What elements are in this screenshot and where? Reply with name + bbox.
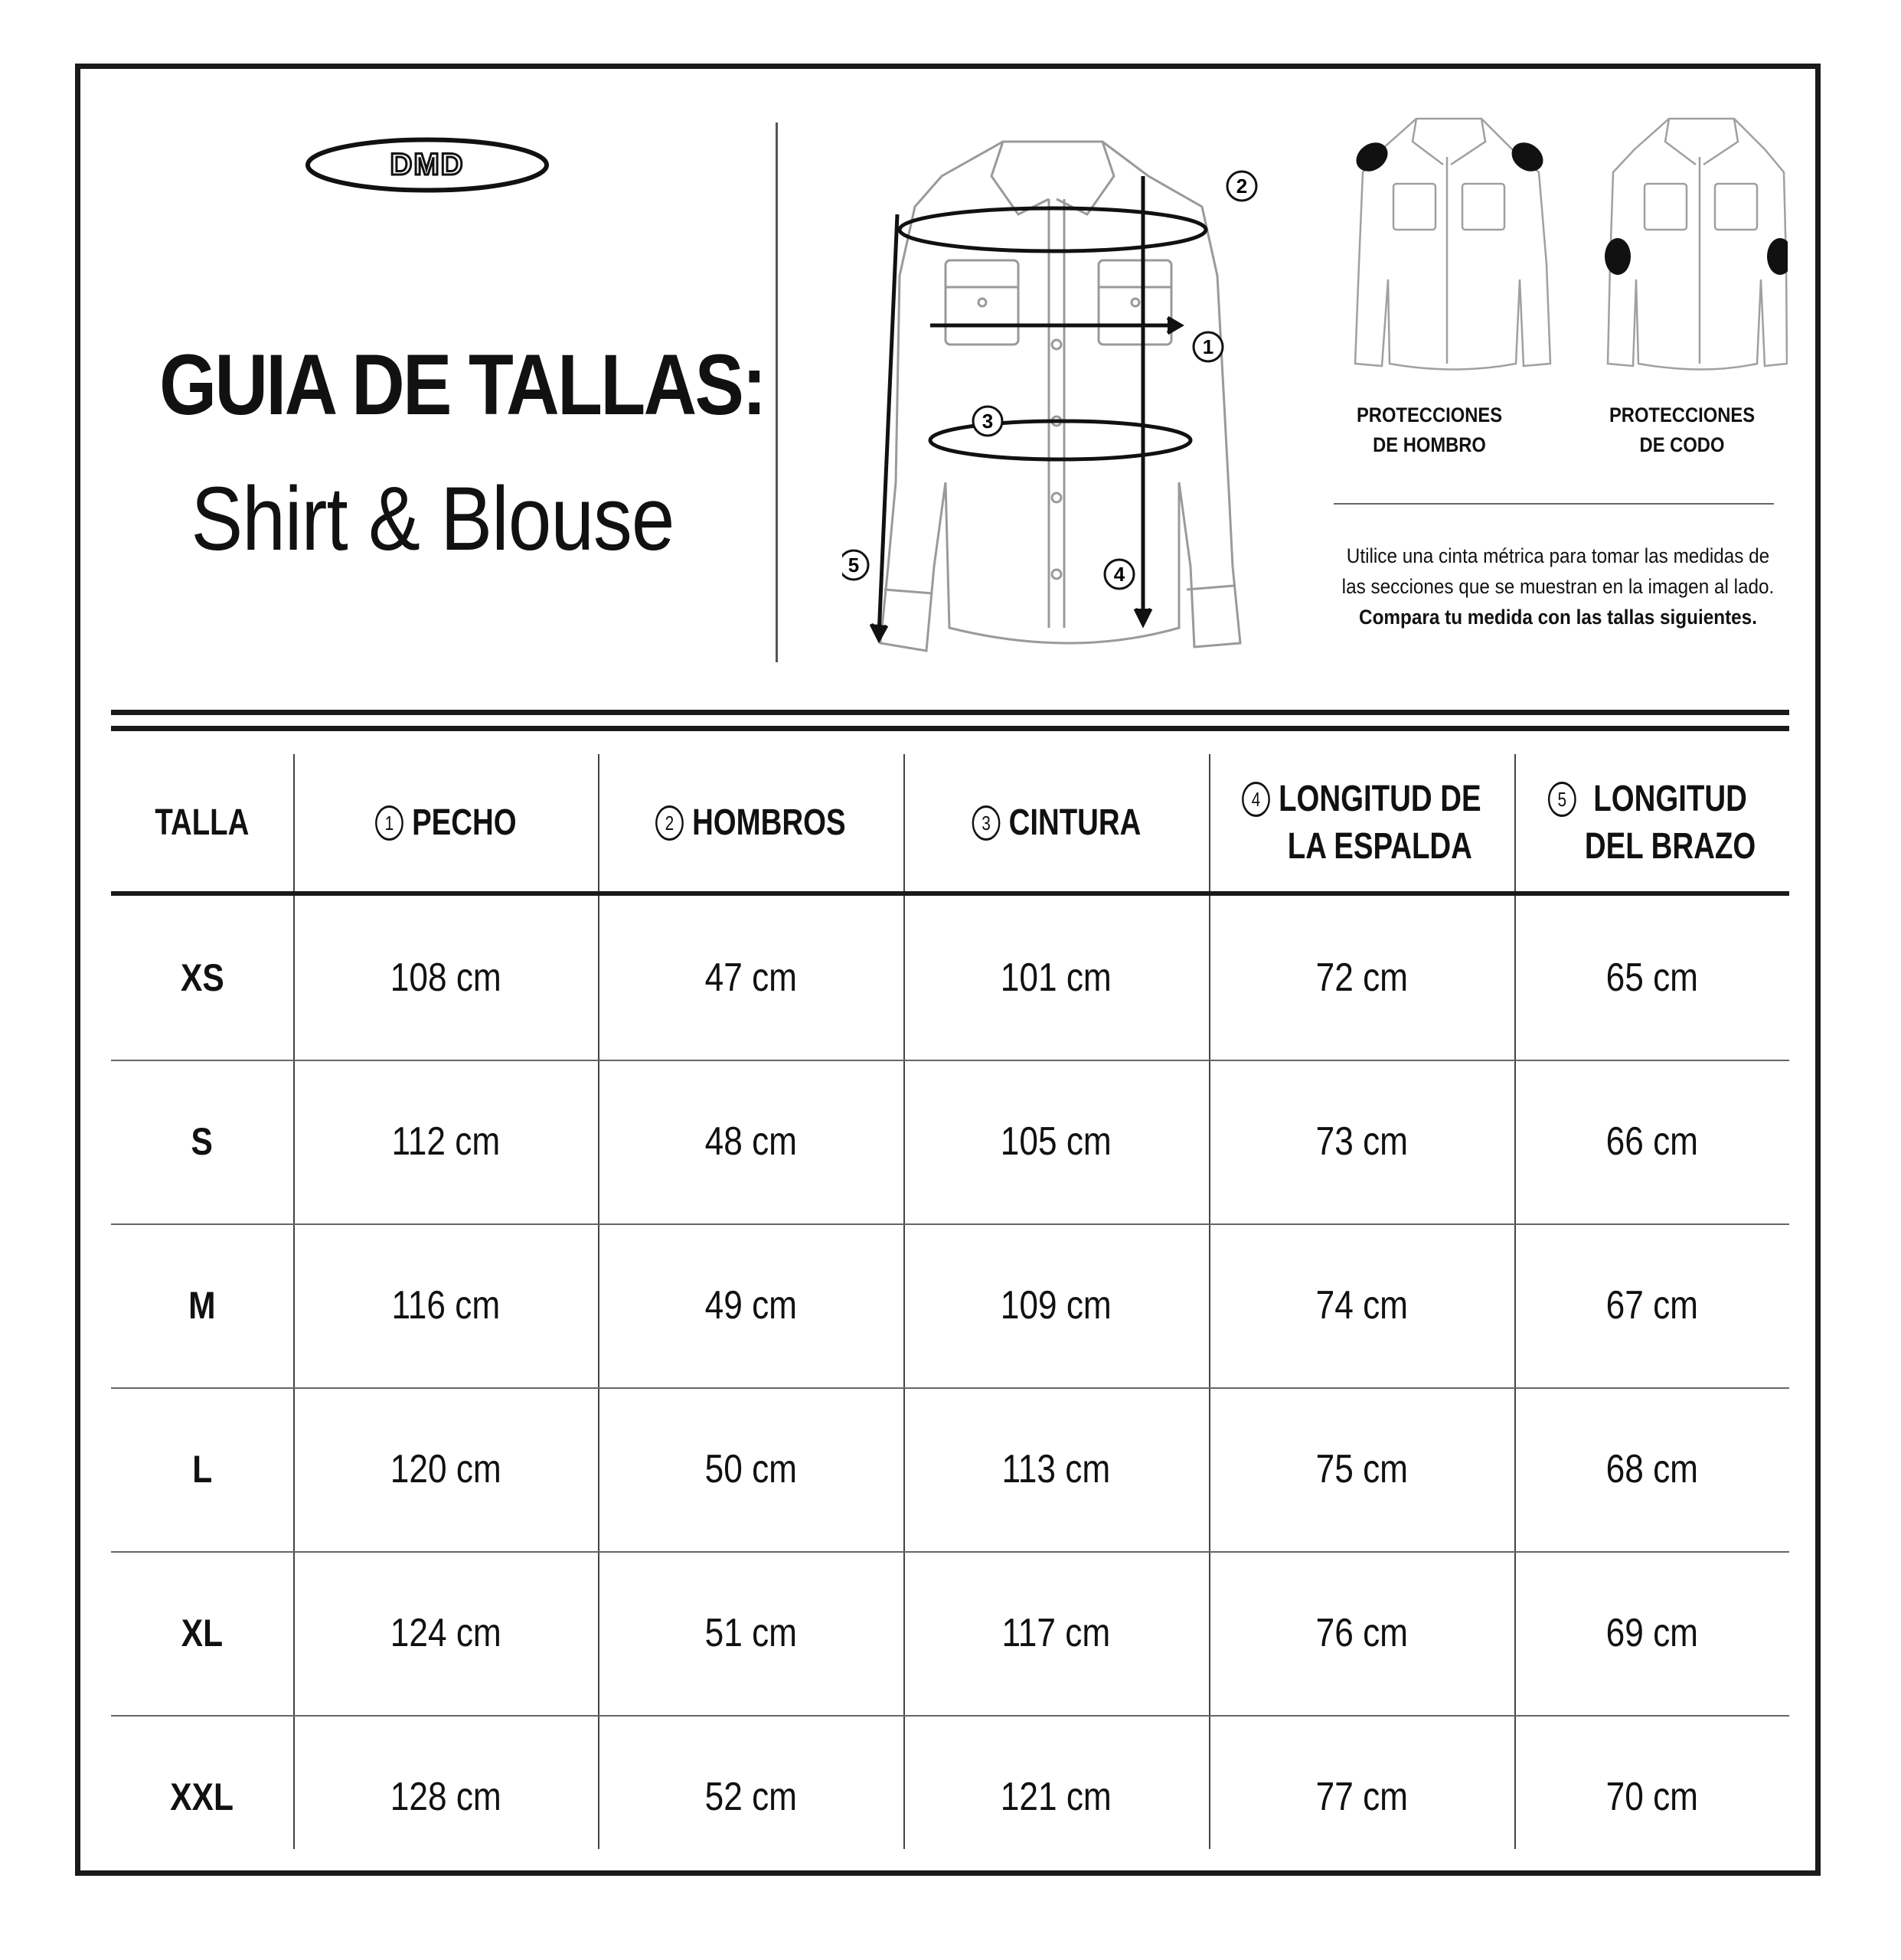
table-cell: 69 cm — [1605, 1610, 1698, 1655]
column-number-icon: 4 — [1242, 782, 1270, 817]
table-cell: 68 cm — [1605, 1446, 1698, 1491]
table-top-rule-2 — [111, 726, 1789, 731]
table-cell: 128 cm — [390, 1774, 501, 1819]
column-header-label: LONGITUD — [1593, 779, 1747, 819]
column-header-label: TALLA — [155, 802, 250, 843]
column-number-icon: 5 — [1548, 782, 1576, 817]
dmd-logo — [305, 136, 550, 194]
marker-5: 5 — [848, 554, 860, 577]
table-cell: 51 cm — [704, 1610, 797, 1655]
table-cell: 101 cm — [1001, 955, 1112, 1000]
size-label: XS — [180, 956, 224, 999]
page-title: GUIA DE TALLAS: — [159, 337, 765, 433]
column-header-label: LA ESPALDA — [1287, 826, 1473, 867]
size-label: XXL — [170, 1775, 234, 1818]
elbow-pad-right-icon — [1767, 238, 1788, 275]
marker-2: 2 — [1236, 175, 1248, 198]
logo-text: DMD — [390, 148, 465, 181]
column-number-icon: 3 — [972, 805, 1000, 841]
column-number-icon: 2 — [655, 805, 684, 841]
table-cell: 112 cm — [391, 1119, 500, 1164]
size-label: S — [191, 1119, 214, 1163]
table-header-rule — [111, 891, 1789, 896]
table-cell: 75 cm — [1315, 1446, 1408, 1491]
column-header-label: CINTURA — [1008, 802, 1141, 843]
column-header-label: HOMBROS — [692, 802, 846, 843]
shoulder-pad-right-icon — [1506, 136, 1549, 177]
marker-3: 3 — [982, 410, 994, 433]
table-cell: 49 cm — [704, 1282, 797, 1328]
table-cell: 47 cm — [704, 955, 797, 1000]
table-cell: 65 cm — [1605, 955, 1698, 1000]
column-header — [293, 754, 598, 892]
elbow-protection-label: PROTECCIONES DE CODO — [1609, 403, 1756, 456]
column-header — [598, 754, 903, 892]
table-cell: 48 cm — [704, 1119, 797, 1164]
table-cell: 66 cm — [1605, 1119, 1698, 1164]
table-cell: 72 cm — [1315, 955, 1408, 1000]
table-cell: 124 cm — [390, 1610, 501, 1655]
table-cell: 120 cm — [390, 1446, 501, 1491]
column-header-label: PECHO — [411, 802, 517, 843]
table-cell: 113 cm — [1001, 1446, 1111, 1491]
header-divider — [776, 122, 778, 662]
column-number-icon: 1 — [375, 805, 403, 841]
column-header — [903, 754, 1209, 892]
shirt-measurement-diagram — [842, 122, 1271, 674]
table-cell: 50 cm — [704, 1446, 797, 1491]
size-label: L — [192, 1447, 212, 1491]
table-cell: 70 cm — [1605, 1774, 1698, 1819]
page-subtitle: Shirt & Blouse — [191, 469, 674, 570]
size-label: M — [188, 1283, 216, 1327]
table-cell: 105 cm — [1001, 1119, 1112, 1164]
marker-1: 1 — [1202, 335, 1214, 358]
table-cell: 117 cm — [1001, 1610, 1111, 1655]
table-cell: 52 cm — [704, 1774, 797, 1819]
instructions-divider — [1334, 503, 1774, 505]
column-header-label: DEL BRAZO — [1584, 826, 1756, 867]
table-cell: 77 cm — [1315, 1774, 1408, 1819]
column-header — [1209, 754, 1514, 892]
table-cell: 121 cm — [1001, 1774, 1112, 1819]
elbow-pad-left-icon — [1605, 238, 1631, 275]
measurement-instructions: Utilice una cinta métrica para tomar las medidas de las secciones que se muestran en la imagen al lado. Compara tu medida con las tallas siguientes. — [1341, 544, 1775, 629]
shoulder-protection-label: PROTECCIONES DE HOMBRO — [1356, 403, 1503, 456]
shoulder-pad-left-icon — [1351, 136, 1393, 177]
table-cell: 116 cm — [391, 1282, 500, 1328]
table-cell: 76 cm — [1315, 1610, 1408, 1655]
column-header — [1514, 754, 1789, 892]
column-header — [111, 754, 293, 892]
table-cell: 73 cm — [1315, 1119, 1408, 1164]
protections-diagram — [1328, 111, 1788, 379]
table-top-rule — [111, 710, 1789, 715]
size-label: XL — [181, 1611, 224, 1655]
table-cell: 108 cm — [390, 955, 501, 1000]
table-cell: 109 cm — [1001, 1282, 1112, 1328]
table-cell: 67 cm — [1605, 1282, 1698, 1328]
marker-4: 4 — [1113, 563, 1125, 586]
table-cell: 74 cm — [1315, 1282, 1408, 1328]
column-header-label: LONGITUD DE — [1279, 779, 1481, 819]
